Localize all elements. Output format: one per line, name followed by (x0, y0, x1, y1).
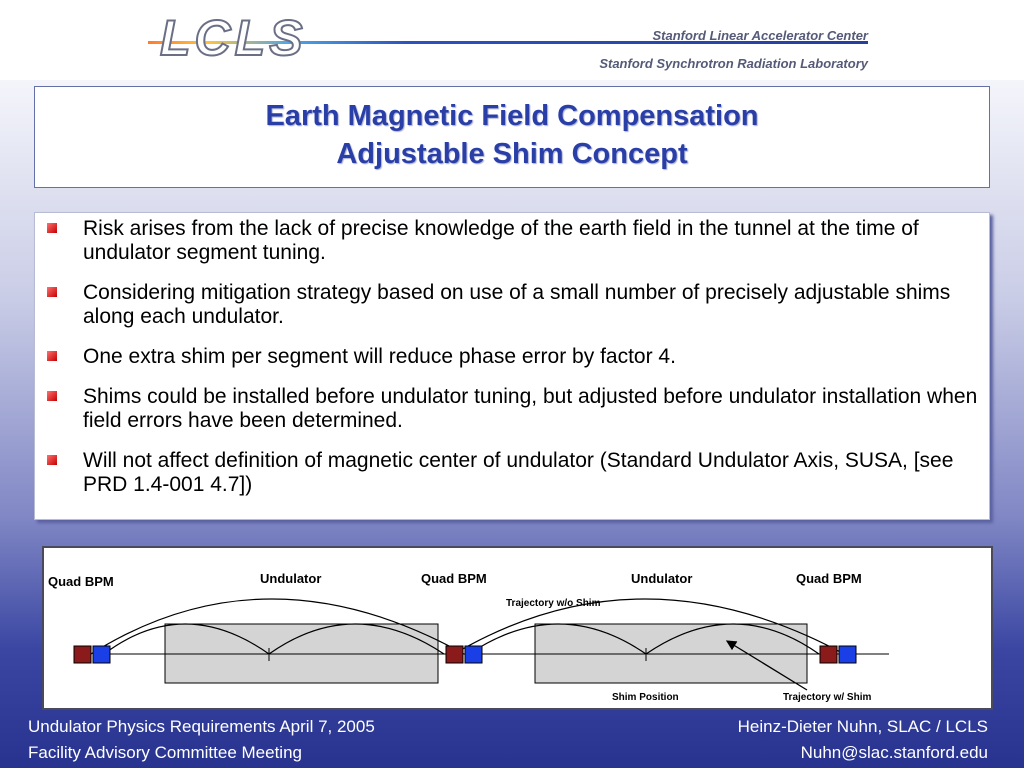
bullet-square-icon (47, 391, 57, 401)
bullet-text: Will not affect definition of magnetic center of undulator (Standard Undulator Axis, SUSA, [see PRD 1.4-001 4.7]) (83, 449, 954, 496)
org-line-slac: Stanford Linear Accelerator Center (652, 28, 868, 43)
bullet-square-icon (47, 223, 57, 233)
bullet-list (35, 217, 989, 513)
bullet-item (35, 281, 989, 329)
bullet-content-box (34, 212, 990, 520)
footer-meeting-name: Facility Advisory Committee Meeting (28, 743, 302, 762)
bullet-square-icon (47, 351, 57, 361)
header (0, 0, 1024, 80)
label-quad-bpm-3: Quad BPM (796, 571, 862, 586)
label-undulator-1: Undulator (260, 571, 322, 586)
title-line-2: Adjustable Shim Concept (336, 138, 688, 170)
title-box (34, 86, 990, 188)
footer-right (738, 714, 988, 766)
bullet-item (35, 217, 989, 265)
bullet-item (35, 385, 989, 433)
bpm-1 (93, 646, 110, 663)
org-line-ssrl: Stanford Synchrotron Radiation Laboratory (599, 56, 868, 71)
quad-3 (820, 646, 837, 663)
label-shim-position: Shim Position (612, 692, 679, 703)
footer-left (28, 714, 375, 766)
bullet-text: Considering mitigation strategy based on use of a small number of precisely adjustable shims along each undulator. (83, 281, 951, 328)
bullet-item (35, 345, 989, 369)
bullet-text: Shims could be installed before undulator tuning, but adjusted before undulator installation when field errors have been determined. (83, 385, 978, 432)
label-trajectory-without-shim: Trajectory w/o Shim (506, 598, 601, 609)
shim-diagram-svg (44, 548, 991, 708)
title-line-1: Earth Magnetic Field Compensation (265, 100, 759, 132)
slide-title (35, 97, 989, 173)
bullet-item (35, 449, 989, 497)
bullet-text: One extra shim per segment will reduce phase error by factor 4. (83, 345, 676, 368)
label-undulator-2: Undulator (631, 571, 693, 586)
footer-author: Heinz-Dieter Nuhn, SLAC / LCLS (737, 717, 988, 736)
label-quad-bpm-1: Quad BPM (48, 574, 114, 589)
quad-2 (446, 646, 463, 663)
quad-1 (74, 646, 91, 663)
label-trajectory-with-shim: Trajectory w/ Shim (783, 692, 872, 703)
bullet-text: Risk arises from the lack of precise knowledge of the earth field in the tunnel at the time of undulator segment tuning. (83, 217, 919, 264)
lcls-logo: LCLS (160, 10, 307, 66)
shim-diagram (42, 546, 993, 710)
bullet-square-icon (47, 455, 57, 465)
bullet-square-icon (47, 287, 57, 297)
label-quad-bpm-2: Quad BPM (421, 571, 487, 586)
footer-event-title: Undulator Physics Requirements April 7, 2005 (28, 717, 375, 736)
bpm-2 (465, 646, 482, 663)
bpm-3 (839, 646, 856, 663)
footer-email: Nuhn@slac.stanford.edu (800, 743, 988, 762)
